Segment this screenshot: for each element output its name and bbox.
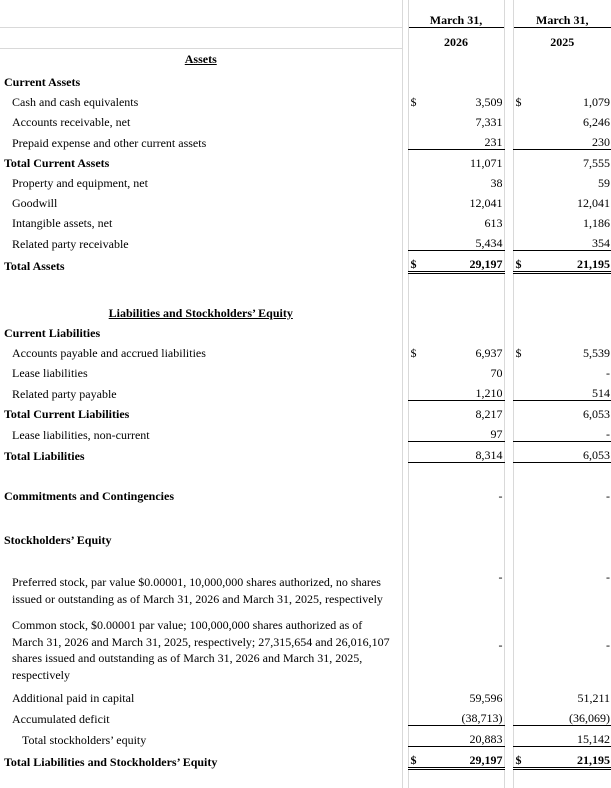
table-row bbox=[0, 340, 611, 360]
row-label: Common stock, $0.00001 par value; 100,000,000 shares authorized as of March 31, 2026 and March 31, 2025, respectively; 27,315,654 and 26,016,107 shares issued and outstanding as of March 31, 2026 and March 31, 2025, respectively bbox=[0, 607, 402, 683]
table-row bbox=[0, 150, 611, 171]
row-label: Related party receivable bbox=[0, 230, 402, 251]
value-2025: 21,195 bbox=[525, 251, 611, 273]
value-2026: - bbox=[420, 463, 504, 504]
value-2025: - bbox=[525, 421, 611, 442]
value-2025: - bbox=[525, 547, 611, 607]
row-label: Related party payable bbox=[0, 380, 402, 401]
value-2026: 613 bbox=[420, 210, 504, 230]
table-row bbox=[0, 109, 611, 129]
row-label: Total Current Assets bbox=[0, 150, 402, 171]
value-2025: 1,079 bbox=[525, 89, 611, 109]
value-2025: 6,053 bbox=[525, 401, 611, 422]
assets-heading: Assets bbox=[185, 52, 217, 66]
col1-header-month: March 31, bbox=[408, 0, 504, 28]
spacer-row bbox=[0, 769, 611, 788]
table-row bbox=[0, 380, 611, 401]
table-row bbox=[0, 230, 611, 251]
commitments-row bbox=[0, 463, 611, 504]
table-row bbox=[0, 360, 611, 380]
equity-heading: Stockholders’ Equity bbox=[0, 503, 402, 547]
value-2026: 12,041 bbox=[420, 190, 504, 210]
table-row bbox=[0, 129, 611, 150]
currency-symbol: $ bbox=[513, 340, 525, 360]
col2-header-year: 2025 bbox=[513, 28, 611, 49]
row-label: Total Liabilities bbox=[0, 442, 402, 463]
table-row bbox=[0, 89, 611, 109]
table-row bbox=[0, 607, 611, 683]
currency-symbol: $ bbox=[513, 89, 525, 109]
liabilities-heading-row bbox=[0, 300, 611, 320]
row-label: Additional paid in capital bbox=[0, 683, 402, 705]
col2-header-month: March 31, bbox=[513, 0, 611, 28]
row-label: Commitments and Contingencies bbox=[0, 463, 402, 504]
value-2025: 15,142 bbox=[525, 726, 611, 747]
row-label: Lease liabilities, non-current bbox=[0, 421, 402, 442]
value-2026: 29,197 bbox=[420, 747, 504, 769]
row-label: Lease liabilities bbox=[0, 360, 402, 380]
equity-heading-row bbox=[0, 503, 611, 547]
value-2026: 11,071 bbox=[420, 150, 504, 171]
value-2025: 354 bbox=[525, 230, 611, 251]
table-row bbox=[0, 726, 611, 747]
currency-symbol: $ bbox=[408, 251, 420, 273]
value-2025: 6,246 bbox=[525, 109, 611, 129]
row-label: Preferred stock, par value $0.00001, 10,000,000 shares authorized, no shares issued or outstanding as of March 31, 2026 and March 31, 2025, respectively bbox=[0, 547, 402, 607]
row-label: Accounts payable and accrued liabilities bbox=[0, 340, 402, 360]
value-2025: (36,069) bbox=[525, 705, 611, 726]
value-2026: (38,713) bbox=[420, 705, 504, 726]
row-label: Total Current Liabilities bbox=[0, 401, 402, 422]
grand-total-row bbox=[0, 747, 611, 769]
value-2025: 6,053 bbox=[525, 442, 611, 463]
value-2025: 5,539 bbox=[525, 340, 611, 360]
assets-heading-row bbox=[0, 49, 611, 70]
value-2026: 97 bbox=[420, 421, 504, 442]
value-2025: 230 bbox=[525, 129, 611, 150]
spacer-row bbox=[0, 273, 611, 301]
value-2025: - bbox=[525, 463, 611, 504]
currency-symbol: $ bbox=[513, 251, 525, 273]
value-2026: 59,596 bbox=[420, 683, 504, 705]
value-2026: - bbox=[420, 607, 504, 683]
header-row-2 bbox=[0, 28, 611, 49]
row-label: Property and equipment, net bbox=[0, 170, 402, 190]
value-2026: 3,509 bbox=[420, 89, 504, 109]
value-2026: 5,434 bbox=[420, 230, 504, 251]
current-liabilities-heading-row bbox=[0, 320, 611, 340]
row-label: Accumulated deficit bbox=[0, 705, 402, 726]
current-liabilities-heading: Current Liabilities bbox=[0, 320, 402, 340]
current-assets-heading: Current Assets bbox=[0, 69, 402, 89]
value-2025: - bbox=[525, 360, 611, 380]
value-2025: 21,195 bbox=[525, 747, 611, 769]
value-2026: 29,197 bbox=[420, 251, 504, 273]
value-2026: 8,314 bbox=[420, 442, 504, 463]
header-row-1 bbox=[0, 0, 611, 28]
value-2026: 8,217 bbox=[420, 401, 504, 422]
col1-header-year: 2026 bbox=[408, 28, 504, 49]
table-row bbox=[0, 190, 611, 210]
currency-symbol: $ bbox=[513, 747, 525, 769]
value-2026: 70 bbox=[420, 360, 504, 380]
value-2025: 51,211 bbox=[525, 683, 611, 705]
row-label: Total stockholders’ equity bbox=[0, 726, 402, 747]
table-row bbox=[0, 401, 611, 422]
value-2026: 231 bbox=[420, 129, 504, 150]
currency-symbol: $ bbox=[408, 340, 420, 360]
table-row bbox=[0, 421, 611, 442]
total-liabilities-row bbox=[0, 442, 611, 463]
row-label: Prepaid expense and other current assets bbox=[0, 129, 402, 150]
row-label: Intangible assets, net bbox=[0, 210, 402, 230]
value-2026: 20,883 bbox=[420, 726, 504, 747]
value-2026: - bbox=[420, 547, 504, 607]
value-2026: 7,331 bbox=[420, 109, 504, 129]
liabilities-heading: Liabilities and Stockholders’ Equity bbox=[109, 306, 293, 320]
current-assets-heading-row bbox=[0, 69, 611, 89]
table-row bbox=[0, 170, 611, 190]
row-label: Goodwill bbox=[0, 190, 402, 210]
value-2025: - bbox=[525, 607, 611, 683]
row-label: Total Liabilities and Stockholders’ Equity bbox=[0, 747, 402, 769]
row-label: Accounts receivable, net bbox=[0, 109, 402, 129]
total-assets-row bbox=[0, 251, 611, 273]
row-label: Cash and cash equivalents bbox=[0, 89, 402, 109]
value-2026: 38 bbox=[420, 170, 504, 190]
value-2025: 514 bbox=[525, 380, 611, 401]
currency-symbol: $ bbox=[408, 747, 420, 769]
table-row bbox=[0, 683, 611, 705]
value-2026: 6,937 bbox=[420, 340, 504, 360]
currency-symbol: $ bbox=[408, 89, 420, 109]
value-2025: 7,555 bbox=[525, 150, 611, 171]
value-2025: 1,186 bbox=[525, 210, 611, 230]
row-label: Total Assets bbox=[0, 251, 402, 273]
value-2025: 59 bbox=[525, 170, 611, 190]
value-2025: 12,041 bbox=[525, 190, 611, 210]
value-2026: 1,210 bbox=[420, 380, 504, 401]
table-row bbox=[0, 705, 611, 726]
table-row bbox=[0, 210, 611, 230]
table-row bbox=[0, 547, 611, 607]
